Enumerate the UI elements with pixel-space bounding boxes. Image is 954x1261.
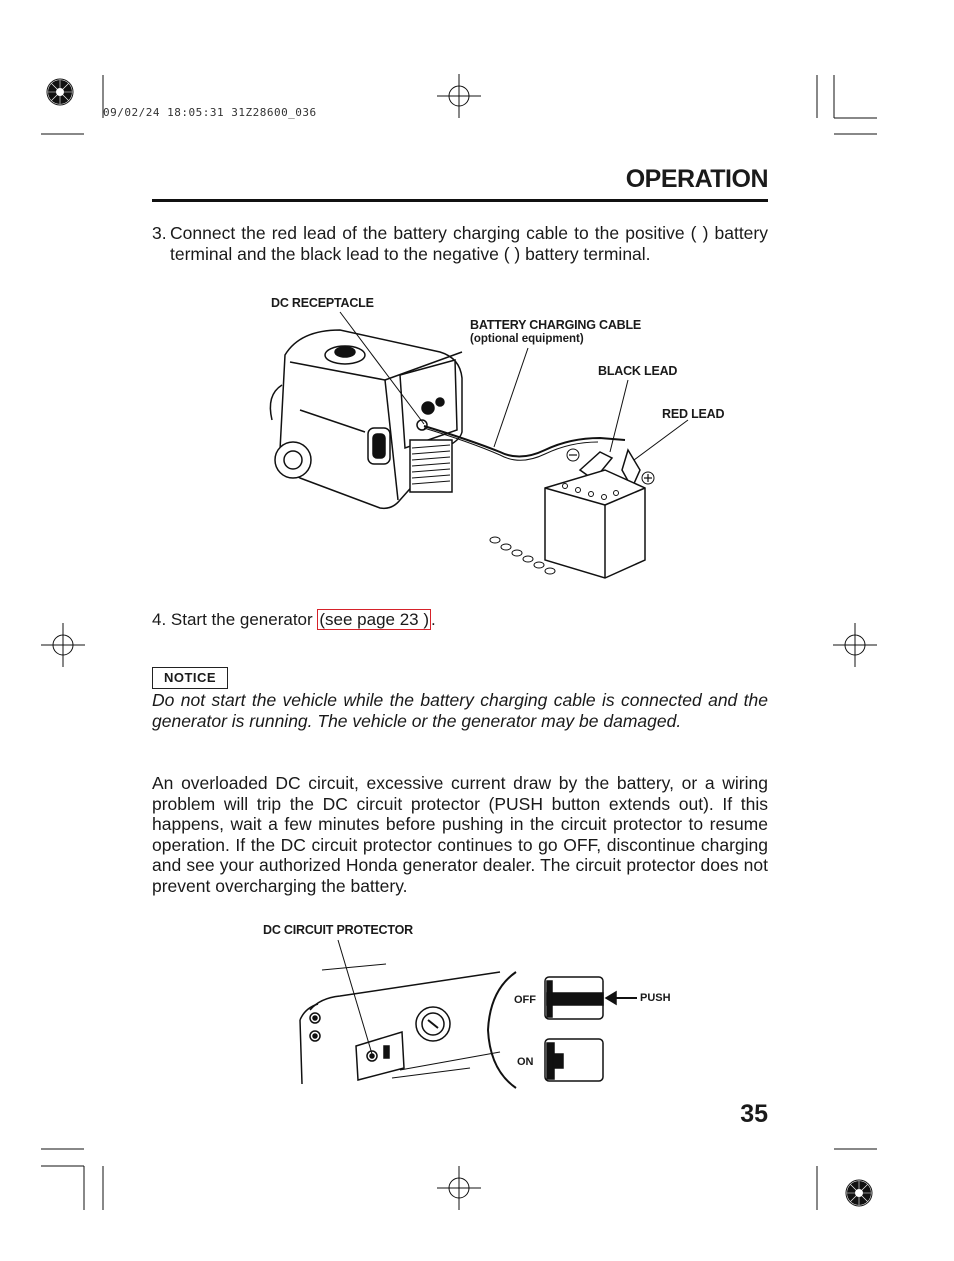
step-3 (152, 223, 768, 264)
crop-mark-bottom-left (41, 1149, 103, 1210)
crop-mark-top-left (41, 75, 103, 134)
label-optional-equipment: (optional equipment) (470, 333, 584, 345)
page-reference-link[interactable]: (see page 23 ) (319, 610, 430, 629)
crosshair-icon (437, 74, 481, 118)
label-dc-circuit-protector: DC CIRCUIT PROTECTOR (263, 923, 413, 937)
step-4-end: . (431, 610, 436, 629)
label-dc-receptacle: DC RECEPTACLE (271, 296, 374, 310)
header-rule (152, 199, 768, 202)
print-slug: 09/02/24 18:05:31 31Z28600_036 (103, 106, 317, 119)
notice-badge: NOTICE (152, 667, 228, 689)
label-black-lead: BLACK LEAD (598, 364, 678, 378)
crosshair-icon (437, 1166, 481, 1210)
circuit-protector-illustration (300, 940, 637, 1088)
step-number: 3. (152, 223, 167, 243)
notice-text: Do not start the vehicle while the battery charging cable is connected and the generator is running. The vehicle or the generator may be damaged. (152, 690, 768, 731)
crop-mark-top-right (817, 75, 877, 134)
body-paragraph: An overloaded DC circuit, excessive current draw by the battery, or a wiring problem will trip the DC circuit protector (PUSH button extends out). If this happens, wait a few minutes before pushing in the circuit protector to resume operation. If the DC circuit protector continues to go OFF, discontinue charging and see your authorized Honda generator dealer. The circuit protector does not prevent overcharging the battery. (152, 773, 768, 896)
step-text: Connect the red lead of the battery charging cable to the positive ( ) battery terminal and the black lead to the negative ( ) battery terminal. (170, 223, 768, 264)
generator-battery-illustration (270, 312, 688, 578)
registration-star-icon (847, 1181, 871, 1205)
page-number: 35 (740, 1100, 768, 1128)
crosshair-icon (833, 623, 877, 667)
label-push: PUSH (640, 992, 671, 1004)
label-off: OFF (514, 994, 536, 1006)
registration-star-icon (48, 80, 72, 104)
step-4 (152, 610, 768, 631)
label-red-lead: RED LEAD (662, 407, 725, 421)
label-on: ON (517, 1056, 534, 1068)
label-charging-cable: BATTERY CHARGING CABLE (470, 318, 642, 332)
step-4-text: 4. Start the generator (152, 610, 318, 629)
section-title: OPERATION (625, 165, 768, 193)
crosshair-icon (41, 623, 85, 667)
